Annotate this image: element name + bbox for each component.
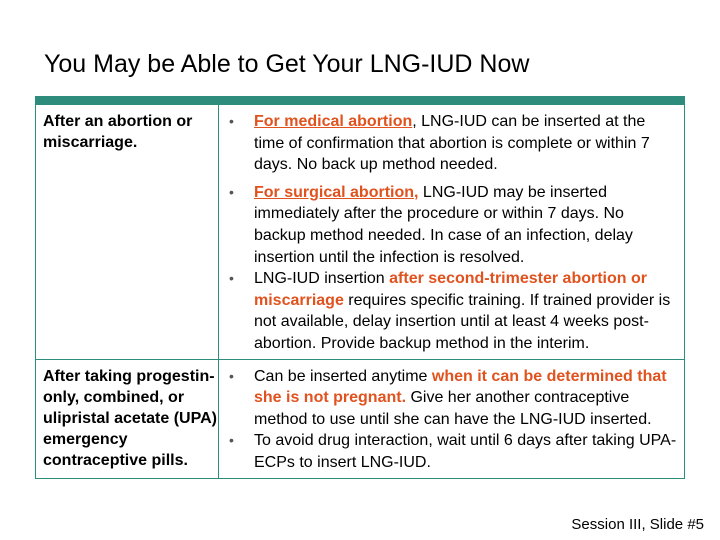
bullet-icon: • <box>229 432 234 449</box>
bullet-icon: • <box>229 113 234 129</box>
title-divider-bar <box>35 96 685 105</box>
bullet-highlight: when it can be determined that she is not pregnant. <box>254 367 667 407</box>
bullet-icon: • <box>229 367 234 384</box>
bullet-text: Give her another contraceptive method to use until she can have the LNG-IUD inserted. <box>254 389 652 428</box>
bullet-list <box>229 366 678 474</box>
bullet-icon: • <box>229 270 234 287</box>
table-row-ecp <box>36 359 684 478</box>
table-row-abortion <box>36 105 684 359</box>
bullet-surgical-abortion <box>229 182 678 268</box>
bullet-list <box>229 111 678 355</box>
bullet-prefix: Can be inserted anytime <box>254 367 432 385</box>
slide-footer: Session III, Slide #5 <box>571 516 704 533</box>
row-content <box>219 105 684 359</box>
bullet-text: LNG-IUD may be inserted immediately after the procedure or within 7 days. No backup method needed. In case of an infection, delay insertion until the infection is resolved. <box>254 183 633 266</box>
bullet-prefix: LNG-IUD insertion <box>254 270 390 288</box>
content-table <box>35 105 685 479</box>
bullet-not-pregnant <box>229 366 678 431</box>
bullet-medical-abortion <box>229 111 678 176</box>
bullet-highlight: after second-trimester abortion or miscarriage <box>254 270 647 309</box>
bullet-second-trimester <box>229 268 678 354</box>
bullet-text: requires specific training. If trained provider is not available, delay insertion until at least 4 weeks post-abortion. Provide backup method in the interim. <box>254 291 671 352</box>
bullet-text: To avoid drug interaction, wait until 6 days after taking UPA-ECPs to insert LNG-IUD. <box>254 432 677 471</box>
row-label: After taking progestin-only, combined, or ulipristal acetate (UPA) emergency contraceptive pills. <box>36 360 219 478</box>
row-label: After an abortion or miscarriage. <box>36 105 219 359</box>
bullet-upa-interaction <box>229 430 678 473</box>
bullet-icon: • <box>229 183 234 200</box>
bullet-highlight: For surgical abortion, <box>254 183 419 201</box>
slide-title: You May be Able to Get Your LNG-IUD Now <box>44 50 530 78</box>
bullet-highlight: For medical abortion <box>254 113 413 130</box>
row-content <box>219 360 684 478</box>
bullet-text: , LNG-IUD can be inserted at the time of confirmation that abortion is complete or within 7 days. No back up method needed. <box>254 113 650 174</box>
